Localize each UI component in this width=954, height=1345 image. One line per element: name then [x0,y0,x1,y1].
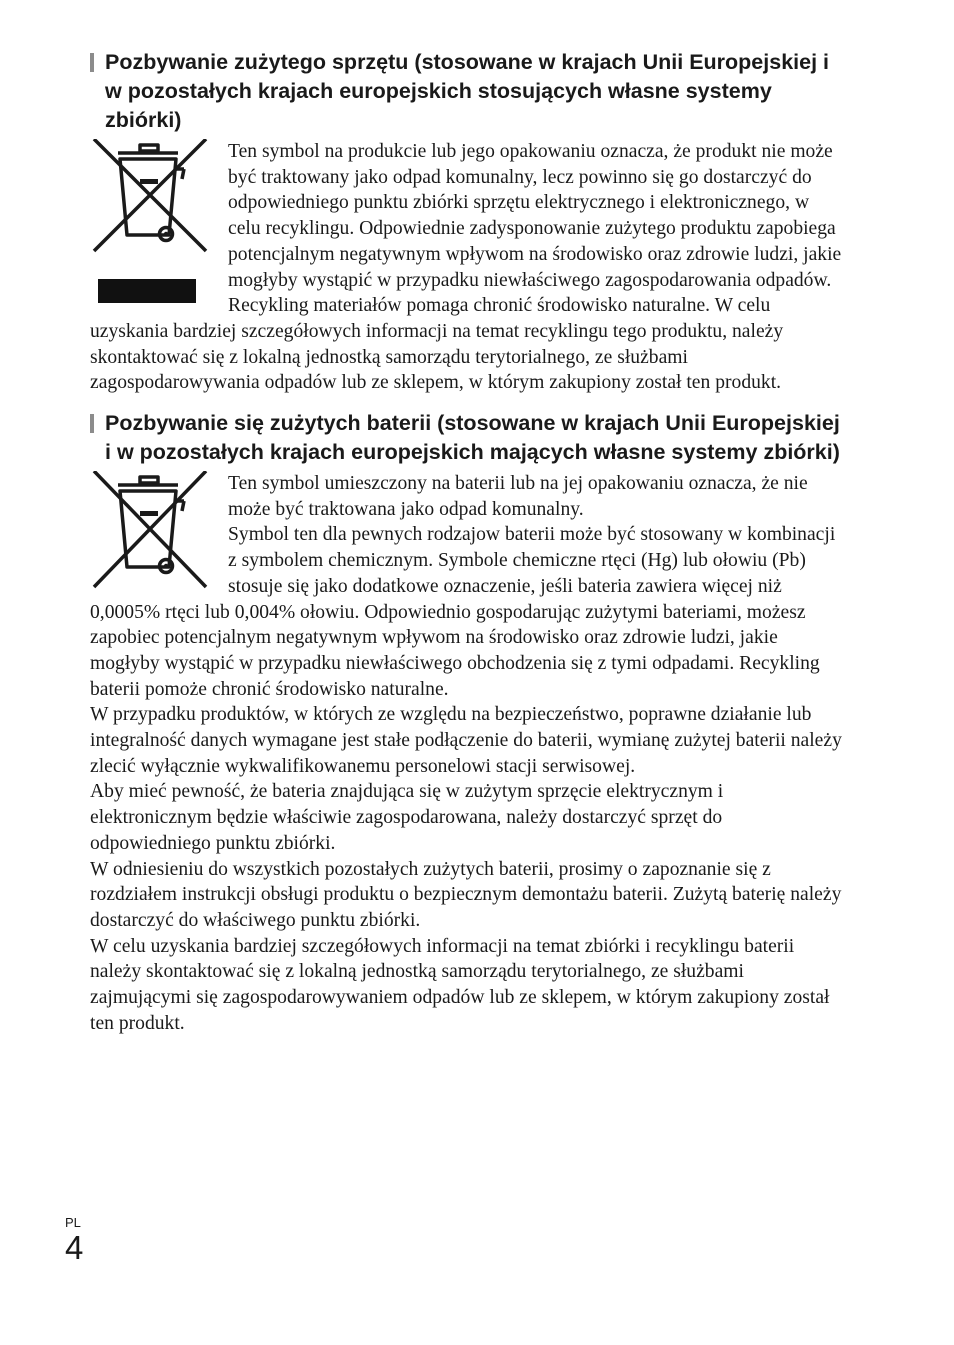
section-heading [90,48,842,135]
document-page [90,48,842,1037]
section-body [90,471,842,1036]
section-heading-text: Pozbywanie się zużytych baterii (stosowane w krajach Unii Europejskiej i w pozostałych krajach europejskich mających własne systemy zbiórki) [105,411,840,465]
heading-marker [90,414,94,433]
section-heading-text: Pozbywanie zużytego sprzętu (stosowane w krajach Unii Europejskiej i w pozostałych krajach europejskich stosujących własne systemy zbiórki) [105,50,830,132]
section-paragraph: W celu uzyskania bardziej szczegółowych informacji na temat zbiórki i recyklingu baterii należy skontaktować się z lokalną jednostką samorządu terytorialnego, ze służbami zajmującymi się zagospodarowywaniem odpadów lub ze sklepem, w którym zakupiony został ten produkt. [90,935,830,1034]
language-code: PL [65,1215,81,1230]
section-equipment-disposal [90,48,842,396]
section-battery-disposal [90,409,842,1036]
section-body [90,139,842,396]
section-paragraph: Symbol ten dla pewnych rodzajow baterii może być stosowany w kombinacji z symbolem chemicznym. Symbole chemiczne rtęci (Hg) lub ołowiu (Pb) stosuje się jako dodatkowe oznaczenie, jeśli bateria zawiera więcej niż 0,0005% rtęci lub 0,004% ołowiu. Odpowiednio gospodarując zużytymi bateriami, możesz zapobiec potencjalnym negatywnym wpływom na środowisko oraz zdrowie ludzi, jakie mogłyby wystąpić w przypadku niewłaściwego obchodzenia się z tymi odpadami. Recykling baterii pomoże chronić środowisko naturalne. [90,524,836,700]
crossed-out-wheeled-bin-icon [90,139,228,311]
crossed-out-wheeled-bin-icon [90,471,228,597]
section-heading [90,409,842,467]
section-paragraph: Aby mieć pewność, że bateria znajdująca się w zużytym sprzęcie elektrycznym i elektronicznym będzie właściwie zagospodarowana, należy dostarczyć sprzęt do odpowiedniego punktu zbiórki. [90,781,724,854]
page-footer [65,1216,83,1266]
section-paragraph: Ten symbol umieszczony na baterii lub na jej opakowaniu oznacza, że nie może być traktowana jako odpad komunalny. [228,473,808,520]
section-paragraph: W przypadku produktów, w których ze względu na bezpieczeństwo, poprawne działanie lub integralność danych wymagane jest stałe podłączenie do baterii, wymianę zużytej baterii należy zlecić wyłącznie wykwalifikowanemu personelowi stacji serwisowej. [90,704,842,777]
heading-marker [90,53,94,72]
section-paragraph: Ten symbol na produkcie lub jego opakowaniu oznacza, że produkt nie może być traktowany jako odpad komunalny, lecz powinno się go dostarczyć do odpowiedniego punktu zbiórki sprzętu elektrycznego i elektronicznego, w celu recyklingu. Odpowiednie zadysponowanie zużytego produktu zapobiega potencjalnym negatywnym wpływom na środowisko oraz zdrowie ludzi, jakie mogłyby wystąpić w przypadku niewłaściwego zagospodarowania odpadów. Recykling materiałów pomaga chronić środowisko naturalne. W celu uzyskania bardziej szczegółowych informacji na temat recyklingu tego produktu, należy skontaktować się z lokalną jednostką samorządu terytorialnego, ze służbami zagospodarowywania odpadów lub ze sklepem, w którym zakupiony został ten produkt. [90,141,842,394]
page-number: 4 [65,1229,84,1266]
section-paragraph: W odniesieniu do wszystkich pozostałych zużytych baterii, prosimy o zapoznanie się z rozdziałem instrukcji obsługi produktu o bezpiecznym demontażu baterii. Zużytą baterię należy dostarczyć do właściwego punktu zbiórki. [90,858,842,931]
